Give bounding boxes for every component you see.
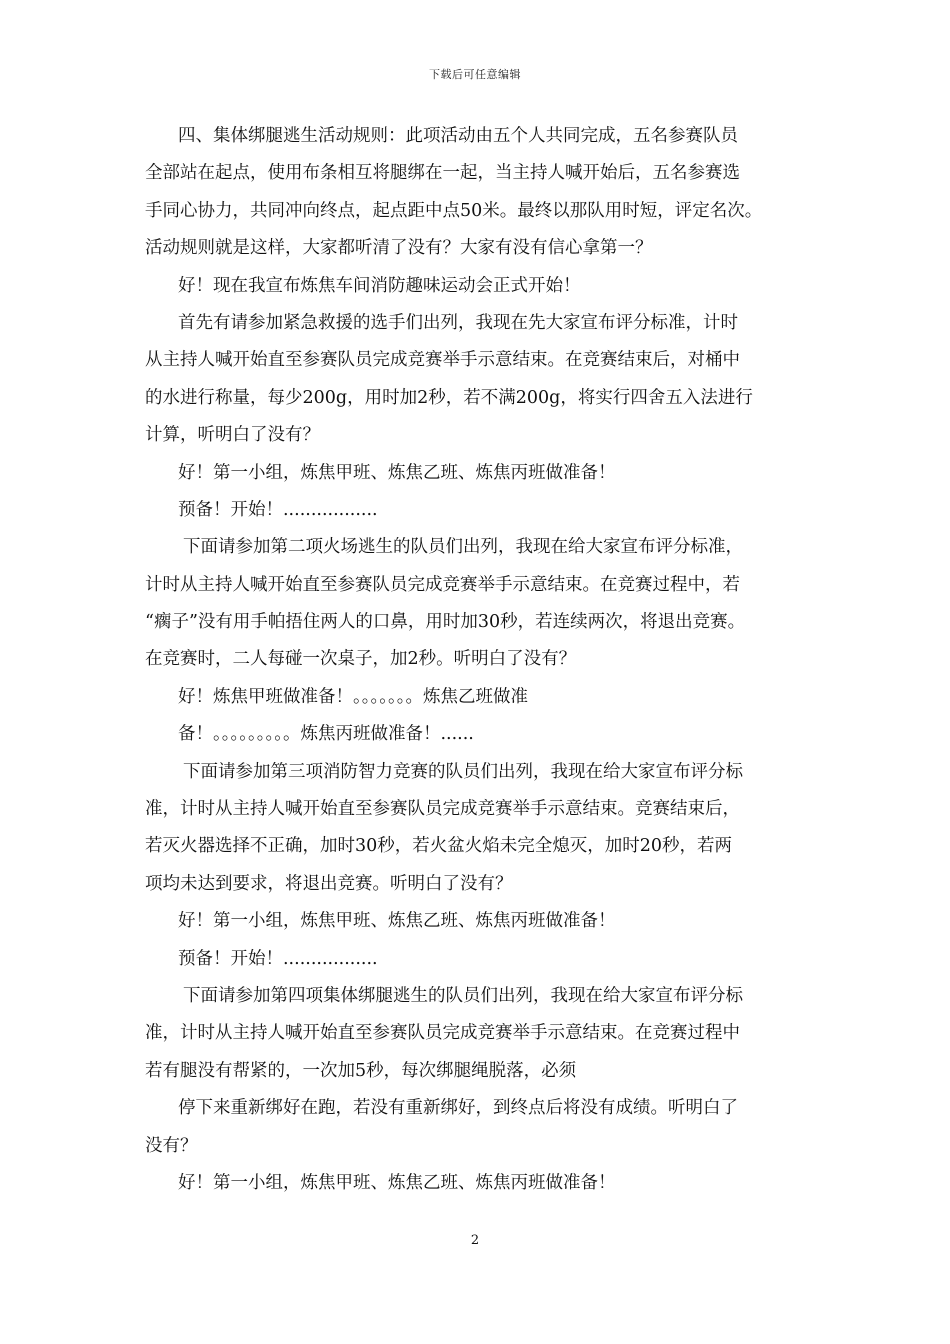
paragraph-line: 若有腿没有帮紧的，一次加5秒，每次绑腿绳脱落，必须 <box>145 1060 577 1081</box>
paragraph-line: 准，计时从主持人喊开始直至参赛队员完成竞赛举手示意结束。竞赛结束后， <box>145 799 740 820</box>
paragraph-line: 在竞赛时，二人每碰一次桌子，加2秒。听明白了没有？ <box>145 649 577 670</box>
paragraph-line: “瘸子”没有用手帕捂住两人的口鼻，用时加30秒，若连续两次，将退出竞赛。 <box>145 612 746 633</box>
paragraph-line: 计时从主持人喊开始直至参赛队员完成竞赛举手示意结束。在竞赛过程中，若 <box>145 574 740 595</box>
paragraph-line: 没有？ <box>145 1135 198 1156</box>
paragraph-line: 预备！开始！................. <box>178 948 378 969</box>
paragraph-line: 准，计时从主持人喊开始直至参赛队员完成竞赛举手示意结束。在竞赛过程中 <box>145 1023 740 1044</box>
paragraph-line: 的水进行称量，每少200g，用时加2秒，若不满200g，将实行四舍五入法进行 <box>145 387 753 408</box>
document-body <box>145 118 815 1202</box>
paragraph-line: 四、集体绑腿逃生活动规则：此项活动由五个人共同完成，五名参赛队员 <box>178 126 738 146</box>
paragraph-line: 预备！开始！................. <box>178 499 378 520</box>
paragraph-line: 好！现在我宣布炼焦车间消防趣味运动会正式开始！ <box>178 275 581 296</box>
paragraph-line: 下面请参加第四项集体绑腿逃生的队员们出列，我现在给大家宣布评分标 <box>183 985 743 1006</box>
paragraph-line: 下面请参加第三项消防智力竞赛的队员们出列，我现在给大家宣布评分标 <box>183 761 743 782</box>
page-number: 2 <box>470 1233 480 1248</box>
paragraph-line: 从主持人喊开始直至参赛队员完成竞赛举手示意结束。在竞赛结束后，对桶中 <box>145 350 740 371</box>
paragraph-line: 首先有请参加紧急救援的选手们出列，我现在先大家宣布评分标准，计时 <box>178 312 738 333</box>
paragraph-line: 计算，听明白了没有？ <box>145 425 320 446</box>
page-header: 下载后可任意编辑 <box>429 68 521 81</box>
paragraph-line: 活动规则就是这样，大家都听清了没有？大家有没有信心拿第一？ <box>145 238 653 259</box>
paragraph-line: 备！。。。。。。。。。炼焦丙班做准备！...... <box>178 724 474 745</box>
paragraph-line: 全部站在起点，使用布条相互将腿绑在一起，当主持人喊开始后，五名参赛选 <box>145 163 740 184</box>
paragraph-line: 手同心协力，共同冲向终点，起点距中点50米。最终以那队用时短，评定名次。 <box>145 200 763 221</box>
paragraph-line: 好！炼焦甲班做准备！。。。。。。。炼焦乙班做准 <box>178 686 528 707</box>
paragraph-line: 好！第一小组，炼焦甲班、炼焦乙班、炼焦丙班做准备！ <box>178 462 616 483</box>
paragraph-line: 好！第一小组，炼焦甲班、炼焦乙班、炼焦丙班做准备！ <box>178 911 616 932</box>
paragraph-line: 下面请参加第二项火场逃生的队员们出列，我现在给大家宣布评分标准， <box>183 537 743 558</box>
paragraph-line: 若灭火器选择不正确，加时30秒，若火盆火焰未完全熄灭，加时20秒，若两 <box>145 836 733 857</box>
paragraph-line: 好！第一小组，炼焦甲班、炼焦乙班、炼焦丙班做准备！ <box>178 1172 616 1193</box>
paragraph-line: 项均未达到要求，将退出竞赛。听明白了没有？ <box>145 873 513 894</box>
paragraph-line: 停下来重新绑好在跑，若没有重新绑好，到终点后将没有成绩。听明白了 <box>178 1098 738 1119</box>
